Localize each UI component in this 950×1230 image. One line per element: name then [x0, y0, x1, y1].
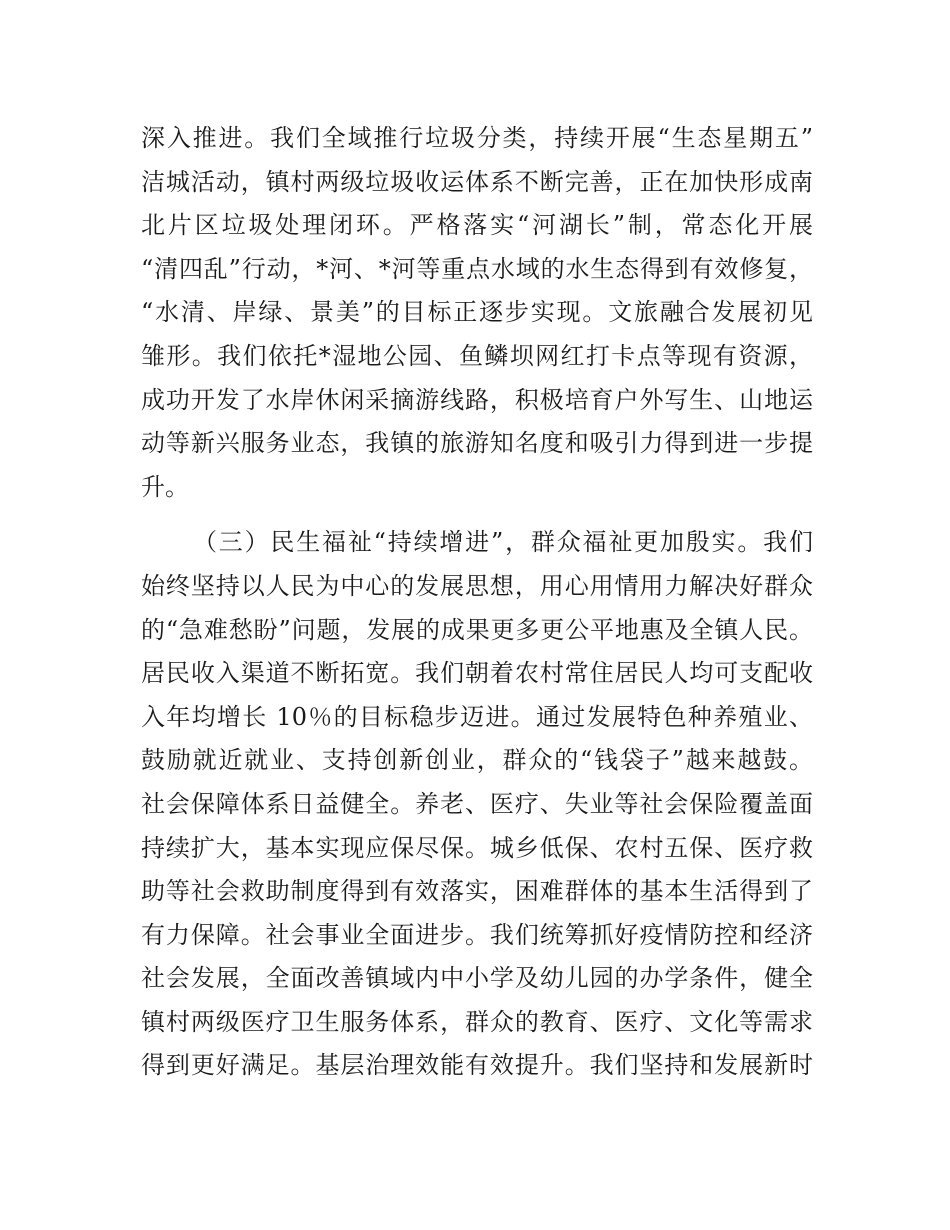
paragraph-line: 深入推进。我们全域推行垃圾分类，持续开展“生态星期五”	[141, 124, 813, 152]
section-heading-line: （三）民生福祉“持续增进”，群众福祉更加殷实。我们	[193, 528, 813, 557]
document-body	[141, 117, 813, 1088]
paragraph-line: 持续扩大，基本实现应保尽保。城乡低保、农村五保、医疗救	[141, 833, 813, 862]
paragraph-line: 有力保障。社会事业全面进步。我们统筹抓好疫情防控和经济	[141, 920, 813, 949]
paragraph-line: 鼓励就近就业、支持创新创业，群众的“钱袋子”越来越鼓。	[141, 746, 813, 775]
paragraph-line: “水清、岸绿、景美”的目标正逐步实现。文旅融合发展初见	[141, 298, 813, 327]
paragraph-spacer	[141, 509, 813, 521]
paragraph-line: 升。	[141, 472, 189, 501]
paragraph-line: 北片区垃圾处理闭环。严格落实“河湖长”制，常态化开展	[141, 211, 813, 240]
paragraph-line: 雏形。我们依托*湿地公园、鱼鳞坝网红打卡点等现有资源，	[141, 341, 813, 370]
paragraph-line: 居民收入渠道不断拓宽。我们朝着农村常住居民人均可支配收	[141, 659, 813, 688]
paragraph-line: 洁城活动，镇村两级垃圾收运体系不断完善，正在加快形成南	[141, 167, 813, 196]
paragraph-line: 社会保障体系日益健全。养老、医疗、失业等社会保险覆盖面	[141, 789, 813, 818]
paragraph-line: 镇村两级医疗卫生服务体系，群众的教育、医疗、文化等需求	[141, 1007, 813, 1036]
paragraph-line: “清四乱”行动，*河、*河等重点水域的水生态得到有效修复，	[141, 254, 813, 283]
paragraph-line: 助等社会救助制度得到有效落实，困难群体的基本生活得到了	[141, 877, 813, 906]
paragraph-line: 始终坚持以人民为中心的发展思想，用心用情用力解决好群众	[141, 571, 813, 600]
paragraph-line: 得到更好满足。基层治理效能有效提升。我们坚持和发展新时	[141, 1051, 813, 1080]
paragraph-1	[141, 117, 813, 509]
paragraph-line: 动等新兴服务业态，我镇的旅游知名度和吸引力得到进一步提	[141, 429, 813, 458]
paragraph-line: 的“急难愁盼”问题，发展的成果更多更公平地惠及全镇人民。	[141, 615, 813, 644]
paragraph-2	[141, 521, 813, 1088]
paragraph-line: 成功开发了水岸休闲采摘游线路，积极培育户外写生、山地运	[141, 385, 813, 414]
paragraph-line: 社会发展，全面改善镇域内中小学及幼儿园的办学条件，健全	[141, 964, 813, 993]
paragraph-line: 入年均增长 10％的目标稳步迈进。通过发展特色种养殖业、	[141, 702, 813, 731]
